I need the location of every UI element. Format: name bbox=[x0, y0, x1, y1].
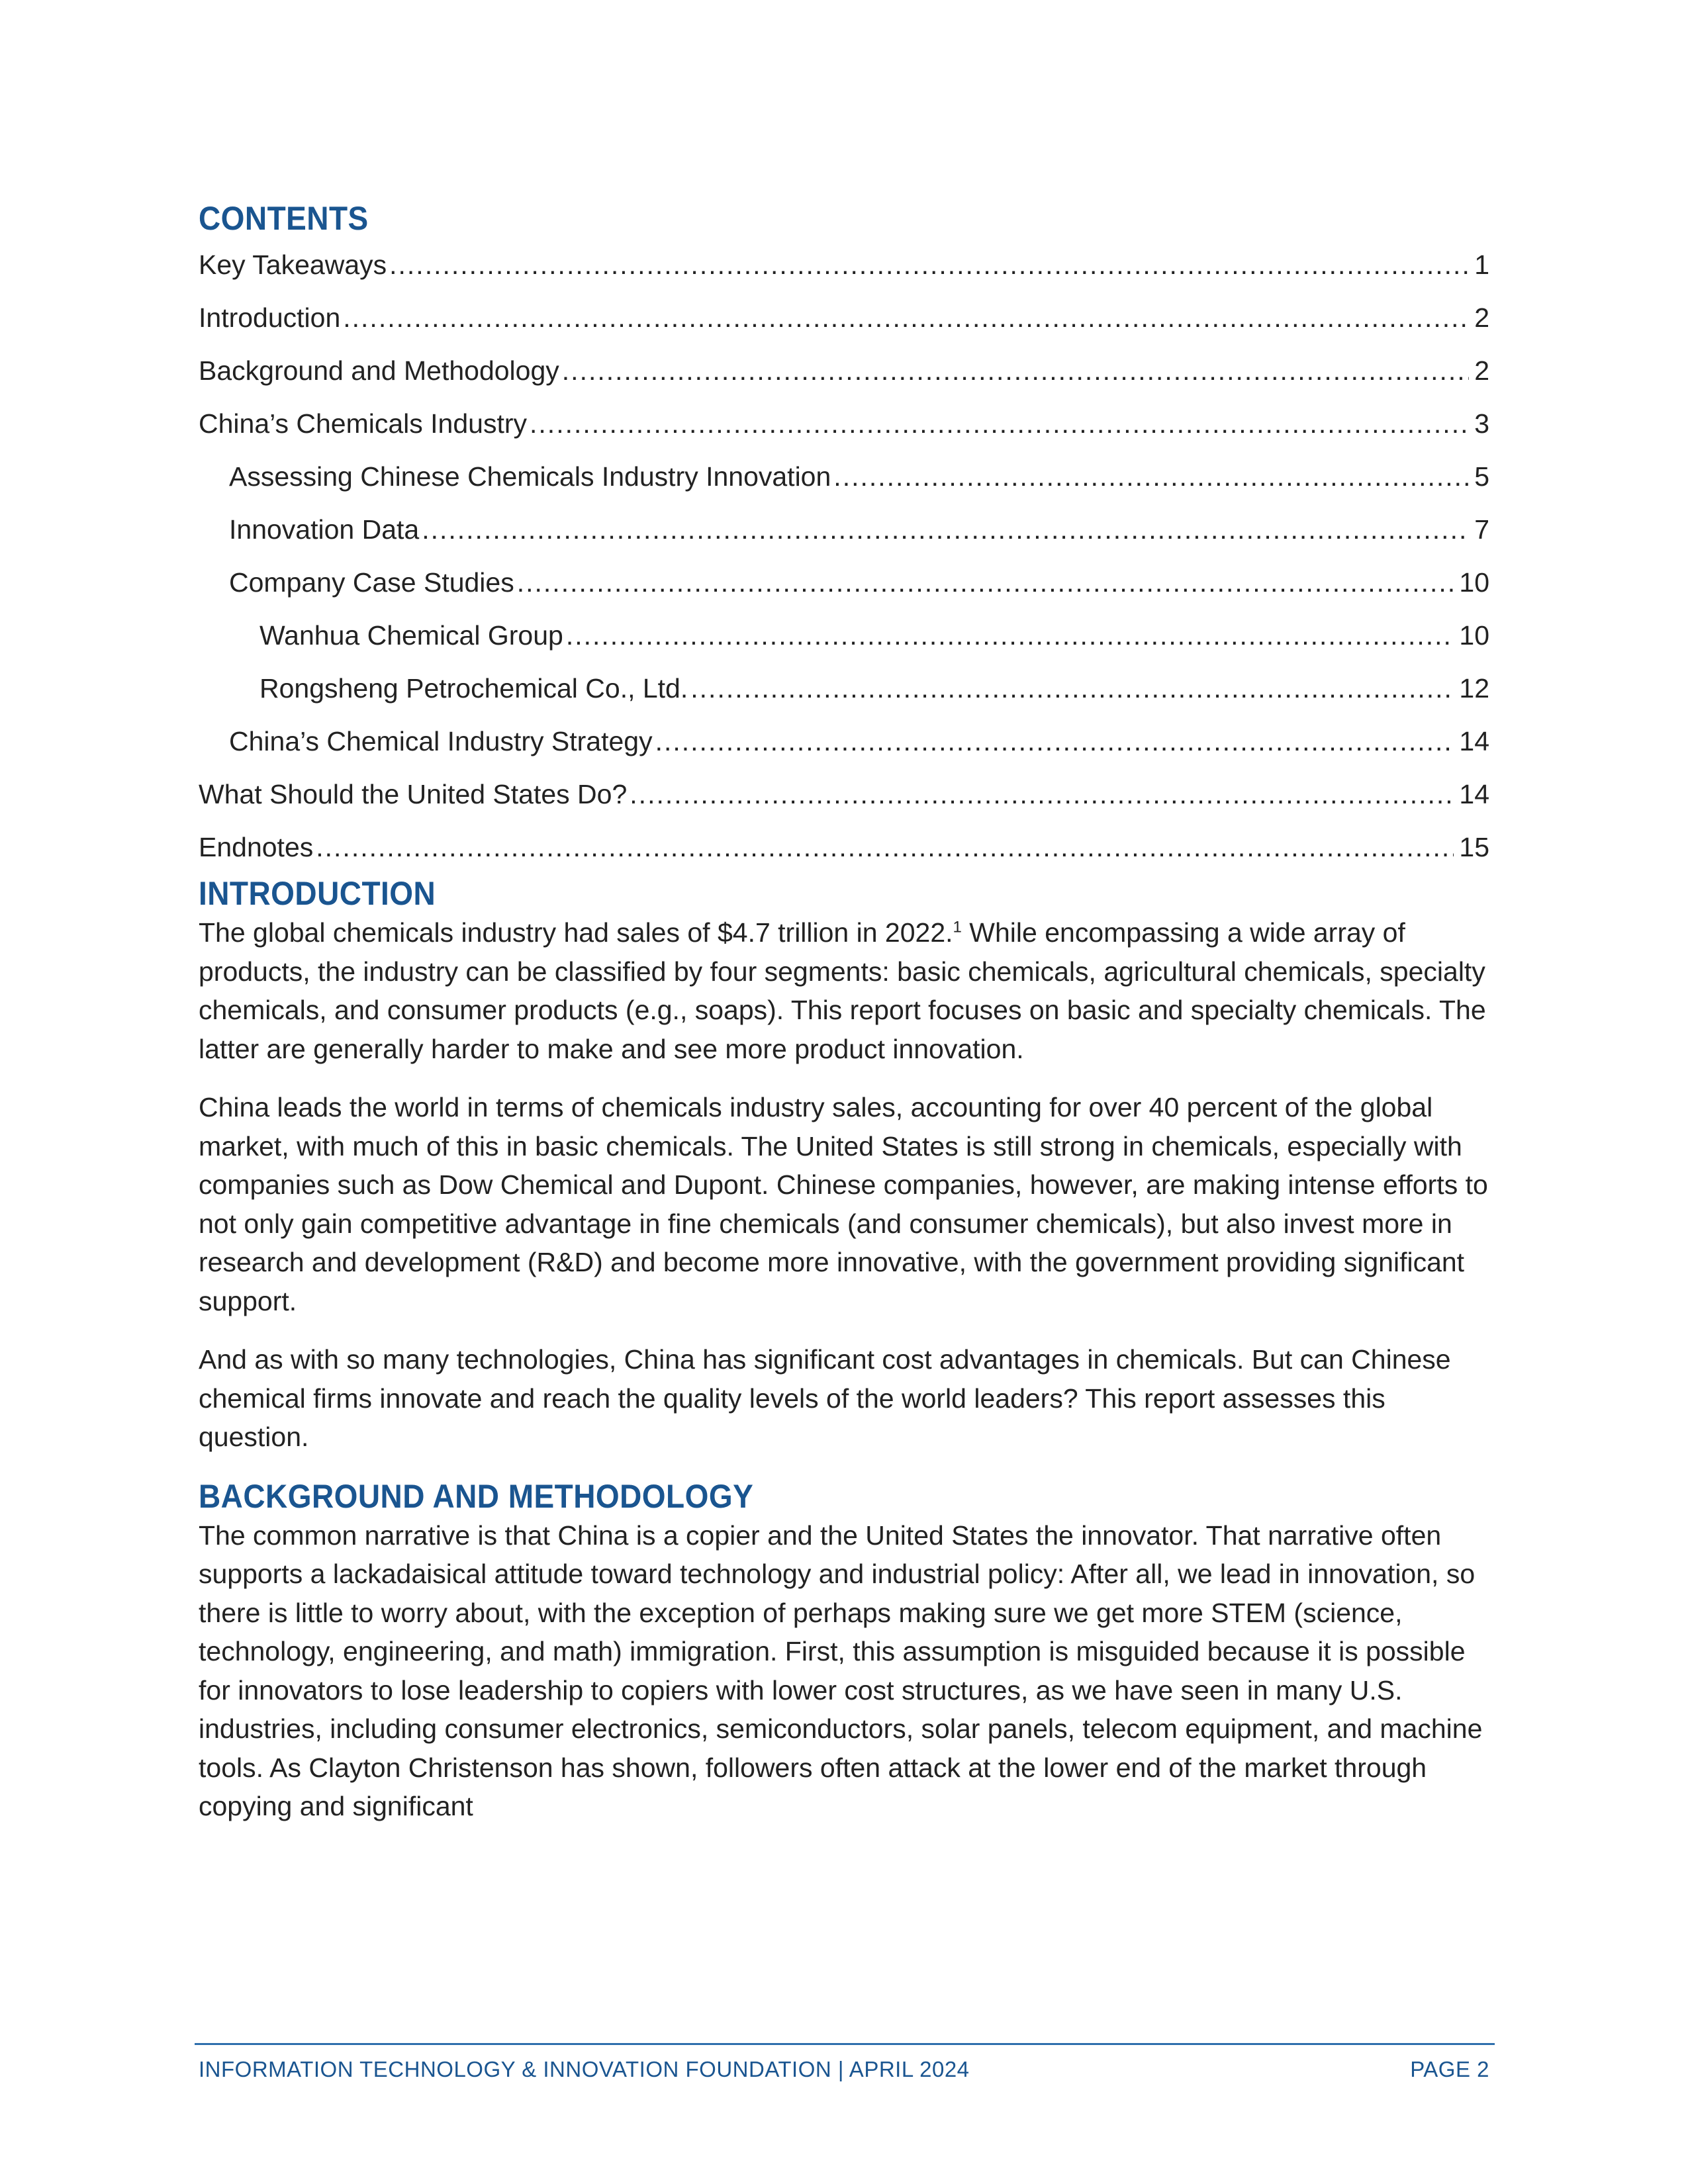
toc-dot-leader bbox=[562, 344, 1469, 397]
toc-dot-leader bbox=[517, 556, 1454, 609]
toc-dot-leader bbox=[389, 238, 1469, 291]
toc-entry[interactable] bbox=[199, 503, 1489, 556]
toc-entry-title: Wanhua Chemical Group bbox=[259, 620, 563, 651]
toc-dot-leader bbox=[422, 503, 1469, 556]
intro-p1-text-end: While encompassing a wide array of products, the industry can be classified by four segments: basic chemicals, agricultural chemicals, specialty chemicals, and consumer products (e.g., soaps). This report focuses on basic and specialty chemicals. The latter are generally harder to make and see more product innovation. bbox=[199, 917, 1486, 1064]
toc-entry-page: 2 bbox=[1474, 355, 1489, 386]
endnote-reference[interactable]: 1 bbox=[953, 918, 962, 936]
toc-entry-page: 15 bbox=[1459, 832, 1489, 862]
toc-dot-leader bbox=[316, 821, 1454, 874]
toc-entry[interactable] bbox=[199, 238, 1489, 291]
toc-entry-title: Rongsheng Petrochemical Co., Ltd. bbox=[259, 673, 688, 704]
toc-dot-leader bbox=[833, 450, 1469, 503]
introduction-paragraph-2: China leads the world in terms of chemicals industry sales, accounting for over 40 percent of the global market, with much of this in basic chemicals. The United States is still strong in chemicals, especially with companies such as Dow Chemical and Dupont. Chinese companies, however, are making intense efforts to not only gain competitive advantage in fine chemicals (and consumer chemicals), but also invest more in research and development (R&D) and become more innovative, with the government providing significant support. bbox=[199, 1092, 1488, 1316]
toc-entry[interactable] bbox=[199, 768, 1489, 821]
toc-entry-page: 10 bbox=[1459, 620, 1489, 651]
footer-page-number: PAGE 2 bbox=[1410, 2057, 1489, 2081]
toc-entry[interactable] bbox=[199, 344, 1489, 397]
toc-entry[interactable] bbox=[199, 291, 1489, 344]
toc-entry-page: 3 bbox=[1474, 408, 1489, 439]
toc-entry-page: 14 bbox=[1459, 779, 1489, 809]
contents-heading: CONTENTS bbox=[199, 200, 369, 237]
toc-entry[interactable] bbox=[199, 821, 1489, 874]
toc-entry[interactable] bbox=[199, 715, 1489, 768]
toc-entry[interactable] bbox=[199, 556, 1489, 609]
toc-entry-title: Endnotes bbox=[199, 832, 314, 862]
toc-entry[interactable] bbox=[199, 662, 1489, 715]
toc-entry-page: 5 bbox=[1474, 461, 1489, 492]
toc-entry-title: Background and Methodology bbox=[199, 355, 559, 386]
toc-entry-title: Introduction bbox=[199, 302, 341, 333]
toc-entry-title: Assessing Chinese Chemicals Industry Innovation bbox=[229, 461, 831, 492]
toc-entry-page: 1 bbox=[1474, 250, 1489, 280]
introduction-paragraph-1 bbox=[199, 913, 1489, 1068]
footer-publisher: INFORMATION TECHNOLOGY & INNOVATION FOUNDATION | APRIL 2024 bbox=[199, 2057, 970, 2081]
toc-entry-page: 2 bbox=[1474, 302, 1489, 333]
toc-entry[interactable] bbox=[199, 609, 1489, 662]
toc-entry-title: What Should the United States Do? bbox=[199, 779, 628, 809]
toc-entry-page: 10 bbox=[1459, 567, 1489, 598]
background-heading: BACKGROUND AND METHODOLOGY bbox=[199, 1477, 754, 1515]
table-of-contents bbox=[199, 238, 1489, 874]
toc-entry-page: 14 bbox=[1459, 726, 1489, 756]
toc-dot-leader bbox=[630, 768, 1454, 821]
toc-entry[interactable] bbox=[199, 450, 1489, 503]
intro-p1-text-start: The global chemicals industry had sales of $4.7 trillion in 2022. bbox=[199, 917, 953, 948]
toc-entry-title: China’s Chemicals Industry bbox=[199, 408, 528, 439]
toc-entry-page: 12 bbox=[1459, 673, 1489, 704]
toc-dot-leader bbox=[566, 609, 1454, 662]
toc-dot-leader bbox=[655, 715, 1454, 768]
toc-entry-title: China’s Chemical Industry Strategy bbox=[229, 726, 653, 756]
toc-entry[interactable] bbox=[199, 397, 1489, 450]
toc-dot-leader bbox=[343, 291, 1469, 344]
toc-entry-title: Innovation Data bbox=[229, 514, 420, 545]
background-paragraph-1: The common narrative is that China is a copier and the United States the innovator. That narrative often supports a lackadaisical attitude toward technology and industrial policy: After all, we lead in innovation, so there is little to worry about, with the exception of perhaps making sure we get more STEM (science, technology, engineering, and math) immigration. First, this assumption is misguided because it is possible for innovators to lose leadership to copiers with lower cost structures, as we have seen in many U.S. industries, including consumer electronics, semiconductors, solar panels, telecom equipment, and machine tools. As Clayton Christenson has shown, followers often attack at the lower end of the market through copying and significant bbox=[199, 1520, 1483, 1821]
introduction-heading: INTRODUCTION bbox=[199, 875, 436, 912]
toc-dot-leader bbox=[530, 397, 1469, 450]
toc-entry-title: Company Case Studies bbox=[229, 567, 514, 598]
introduction-paragraph-3: And as with so many technologies, China has significant cost advantages in chemicals. But can Chinese chemical firms innovate and reach the quality levels of the world leaders? This report assesses this question. bbox=[199, 1344, 1451, 1452]
toc-dot-leader bbox=[690, 662, 1454, 715]
page-footer bbox=[199, 2057, 1489, 2082]
footer-divider bbox=[195, 2043, 1495, 2045]
toc-entry-page: 7 bbox=[1474, 514, 1489, 545]
toc-entry-title: Key Takeaways bbox=[199, 250, 387, 280]
document-page bbox=[199, 199, 1489, 1846]
